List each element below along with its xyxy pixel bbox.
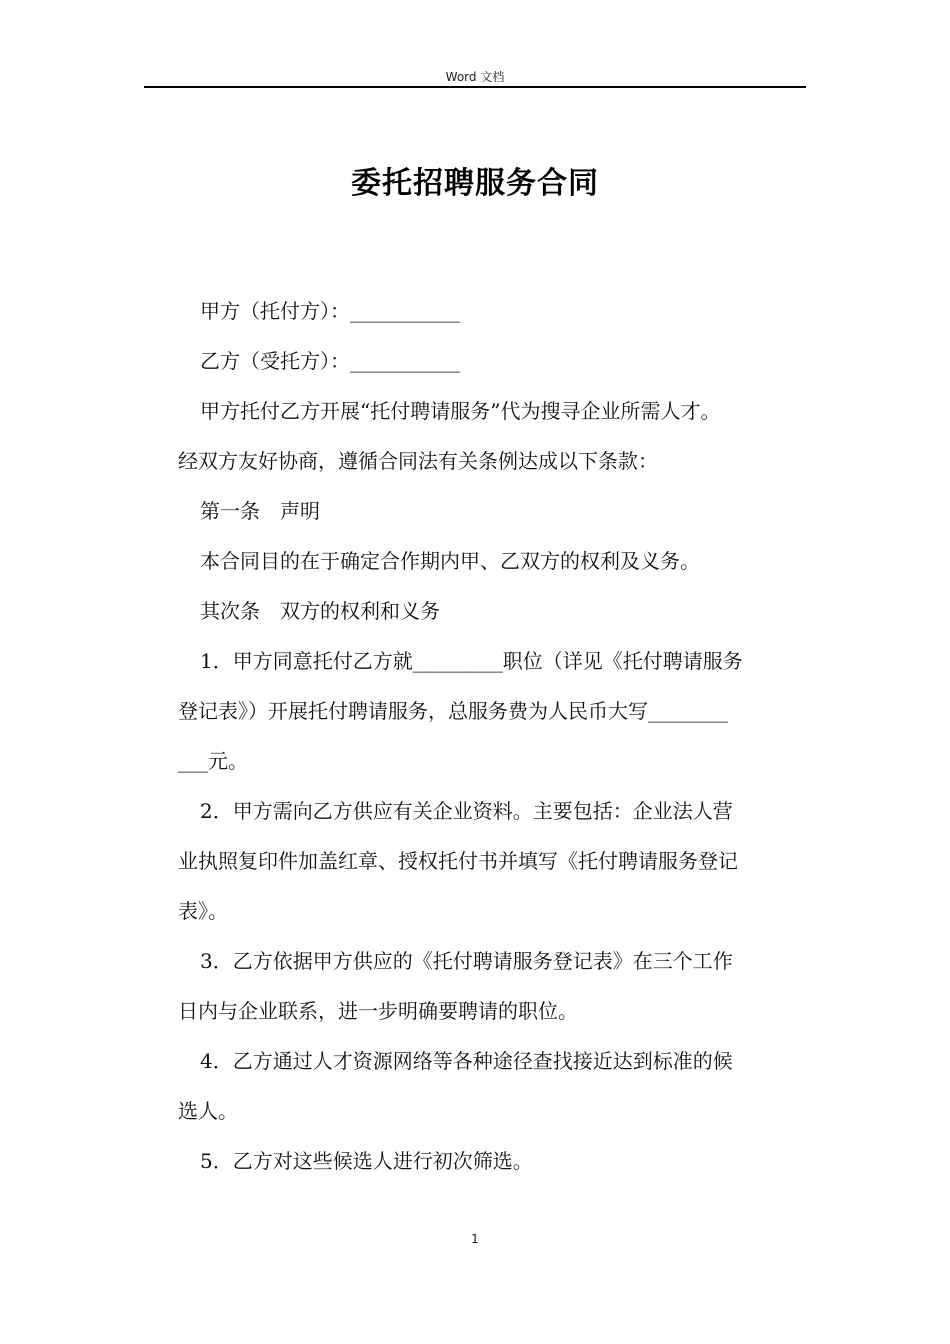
body-line: 本合同目的在于确定合作期内甲、乙双方的权利及义务。 bbox=[200, 549, 700, 573]
body-line: 经双方友好协商，遵循合同法有关条例达成以下条款： bbox=[178, 449, 658, 473]
body-line: 表》。 bbox=[178, 899, 228, 923]
body-line: 第一条 声明 bbox=[200, 499, 320, 523]
body-line: 2．甲方需向乙方供应有关企业资料。主要包括：企业法人营 bbox=[200, 799, 733, 823]
header-divider bbox=[144, 86, 806, 88]
page-header-label: Word 文档 bbox=[445, 70, 505, 84]
body-line: 甲方（托付方）：___________ bbox=[200, 299, 460, 323]
body-line: ___元。 bbox=[178, 749, 248, 773]
body-line: 日内与企业联系，进一步明确要聘请的职位。 bbox=[178, 999, 578, 1023]
body-line: 4．乙方通过人才资源网络等各种途径查找接近达到标准的候 bbox=[200, 1049, 733, 1073]
body-line: 业执照复印件加盖红章、授权托付书并填写《托付聘请服务登记 bbox=[178, 849, 738, 873]
body-line: 乙方（受托方）：___________ bbox=[200, 349, 460, 373]
body-line: 选人。 bbox=[178, 1099, 238, 1123]
body-line: 登记表》）开展托付聘请服务，总服务费为人民币大写________ bbox=[178, 699, 728, 723]
document-title: 委托招聘服务合同 bbox=[351, 166, 599, 201]
body-line: 5．乙方对这些候选人进行初次筛选。 bbox=[200, 1149, 533, 1173]
body-line: 其次条 双方的权利和义务 bbox=[200, 599, 440, 623]
body-line: 3．乙方依据甲方供应的《托付聘请服务登记表》在三个工作 bbox=[200, 949, 733, 973]
document-body bbox=[178, 286, 808, 1186]
page-number: 1 bbox=[471, 1232, 479, 1246]
body-line: 甲方托付乙方开展“托付聘请服务”代为搜寻企业所需人才。 bbox=[200, 399, 721, 423]
body-line: 1．甲方同意托付乙方就_________职位（详见《托付聘请服务 bbox=[200, 649, 743, 673]
